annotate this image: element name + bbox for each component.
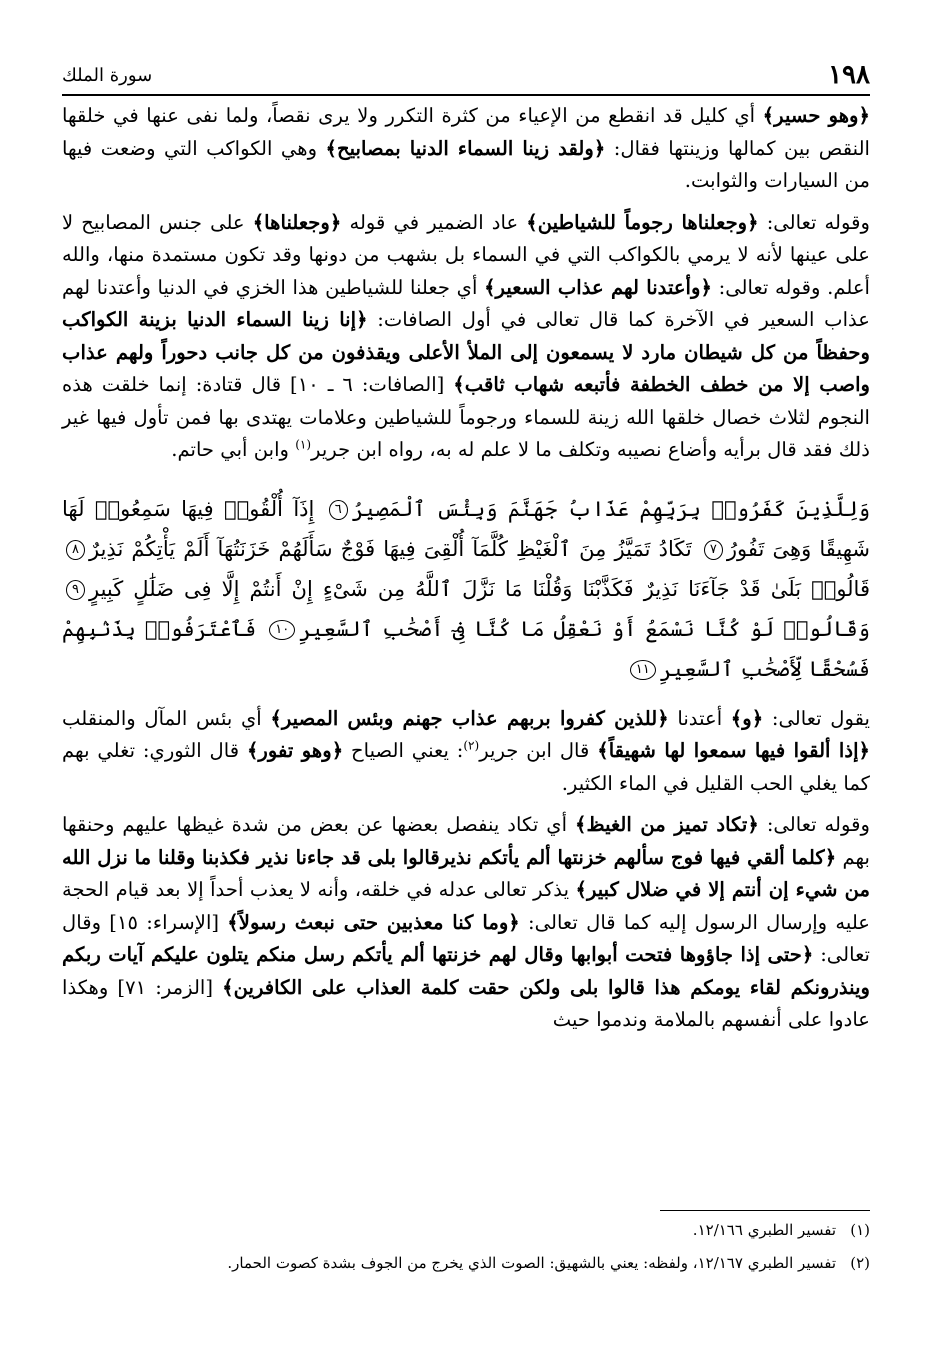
verse-number-marker: ١٠ bbox=[269, 620, 295, 640]
commentary-after-verses bbox=[62, 703, 870, 1037]
footnotes bbox=[62, 1210, 870, 1277]
verse-number-marker: ١١ bbox=[630, 660, 656, 680]
quoted-verse: ﴿ولقد زينا السماء الدنيا بمصابيح﴾ bbox=[325, 136, 606, 160]
footnote-text: تفسير الطبري ١٢/١٦٦. bbox=[692, 1221, 836, 1239]
verse-number-marker: ٦ bbox=[329, 500, 348, 520]
quoted-verse: ﴿وهو تفور﴾ bbox=[246, 739, 344, 762]
commentary-paragraph bbox=[62, 703, 870, 801]
verse-text: قَالُوا۟ بَلَىٰ قَدْ جَآءَنَا نَذِيرٌ فَكَذَّبْنَا وَقُلْنَا مَا نَزَّلَ ٱللَّهُ مِن شَىْءٍ إِنْ أَنتُمْ إِلَّا فِى ضَلَٰلٍ كَبِيرٍ bbox=[88, 576, 870, 601]
quoted-verse: ﴿وجعلناها﴾ bbox=[252, 210, 342, 234]
commentary-text: عاد الضمير في قوله bbox=[341, 210, 527, 234]
verse-number-marker: ٧ bbox=[704, 540, 723, 560]
verse-text: إِذَآ أُلْقُوا۟ فِيهَا سَمِعُوا۟ لَهَا شَهِيقًا وَهِىَ تَفُورُ bbox=[62, 496, 870, 561]
verse-text: تَكَادُ تَمَيَّزُ مِنَ ٱلْغَيْظِ كُلَّمَآ أُلْقِىَ فِيهَا فَوْجٌ سَأَلَهُمْ خَزَنَتُهَآ أَلَمْ يَأْتِكُمْ نَذِيرٌ bbox=[88, 536, 692, 561]
commentary-before-verses bbox=[62, 100, 870, 467]
footnote-number: (٢) bbox=[850, 1254, 870, 1272]
quoted-verse: ﴿حتى إذا جاؤوها فتحت أبوابها وقال لهم خزنتها ألم يأتكم رسل منكم يتلون عليكم آيات ربكم وينذرونكم لقاء يومكم هذا قالوا بلى ولكن حقت كلمة العذاب على الكافرين﴾ bbox=[62, 943, 870, 999]
commentary-text: أي كليل قد انقطع من الإعياء من كثرة التكرر ولا يرى نقصاً، ولما نفى عنها في خلقها النقص بين كمالها وزينتها فقال: bbox=[62, 104, 870, 160]
commentary-text: : يعني الصياح bbox=[343, 739, 464, 762]
quoted-verse: ﴿و﴾ bbox=[730, 706, 764, 730]
page-number: ١٩٨ bbox=[828, 60, 870, 90]
commentary-text: يقول تعالى: bbox=[763, 706, 870, 730]
commentary-text: قال ابن جرير bbox=[479, 739, 598, 762]
commentary-text: وقوله تعالى: bbox=[758, 813, 870, 836]
footnote-divider bbox=[660, 1210, 870, 1211]
surah-title: سورة الملك bbox=[62, 65, 153, 86]
commentary-text: [الصافات: ٦ ـ ١٠] قال قتادة: إنما خلقت هذه النجوم لثلاث خصال خلقها الله زينة للسماء ورجوماً للشياطين وعلامات يهتدى بها فمن تأول فيها غير ذلك فقد قال برأيه وأضاع نصيبه وتكلف ما لا علم له به، رواه ابن جرير bbox=[62, 373, 870, 461]
commentary-text: أي جعلنا للشياطين هذا الخزي في الدنيا وأعتدنا لهم عذاب السعير في الآخرة كما قال تعالى في أول الصافات: bbox=[62, 275, 870, 331]
page-body bbox=[62, 100, 870, 1037]
commentary-text: وهي الكواكب التي وضعت فيها من السيارات والثوابت. bbox=[62, 136, 870, 192]
verse-number-marker: ٨ bbox=[66, 540, 85, 560]
commentary-text: [الزمر: ٧١] وهكذا عادوا على أنفسهم بالملامة وندموا حيث bbox=[62, 975, 870, 1031]
quoted-verse: ﴿إذا ألقوا فيها سمعوا لها شهيقاً﴾ bbox=[597, 739, 870, 762]
verse-text: وَلِلَّذِينَ كَفَرُوا۟ بِرَبِّهِمْ عَذَابُ جَهَنَّمَ وَبِئْسَ ٱلْمَصِيرُ bbox=[351, 496, 871, 521]
quoted-verse: ﴿تكاد تميز من الغيظ﴾ bbox=[574, 813, 759, 836]
commentary-text: على جنس المصابيح لا على عينها لأنه لا يرمي بالكواكب التي في السماء بل بشهب من دونها وقد تكون مستمدة منها، والله أعلم. وقوله تعالى: bbox=[62, 210, 870, 299]
commentary-paragraph bbox=[62, 207, 870, 467]
commentary-paragraph bbox=[62, 809, 870, 1037]
commentary-text: أي تكاد ينفصل بعضها عن بعض من شدة غيظها عليهم وحنقها بهم bbox=[62, 813, 871, 869]
commentary-text: وقوله تعالى: bbox=[758, 210, 870, 234]
quoted-verse: ﴿وجعلناها رجوماً للشياطين﴾ bbox=[526, 210, 759, 234]
footnote-reference: (٢) bbox=[463, 738, 480, 753]
commentary-text: أي بئس المآل والمنقلب bbox=[62, 706, 271, 730]
verse-text: فَٱعْتَرَفُوا۟ بِذَنۢبِهِمْ فَسُحْقًا لِّأَصْحَٰبِ ٱلسَّعِيرِ bbox=[62, 616, 870, 681]
quran-verses-block bbox=[62, 489, 870, 689]
footnote-text: تفسير الطبري ١٢/١٦٧، ولفظه: يعني بالشهيق: الصوت الذي يخرج من الجوف بشدة كصوت الحمار. bbox=[227, 1254, 836, 1272]
footnote-item bbox=[62, 1217, 870, 1244]
commentary-text: يذكر تعالى عدله في خلقه، وأنه لا يعذب أحداً إلا بعد قيام الحجة عليه وإرسال الرسول إليه كما قال تعالى: bbox=[62, 878, 870, 934]
footnote-reference: (١) bbox=[295, 437, 312, 452]
footnote-list bbox=[62, 1217, 870, 1277]
quoted-verse: ﴿وهو حسير﴾ bbox=[762, 104, 871, 127]
commentary-paragraph bbox=[62, 100, 870, 198]
footnote-item bbox=[62, 1250, 870, 1277]
verse-text: وَقَالُوا۟ لَوْ كُنَّا نَسْمَعُ أَوْ نَعْقِلُ مَا كُنَّا فِىٓ أَصْحَٰبِ ٱلسَّعِيرِ bbox=[299, 616, 870, 641]
header-divider bbox=[62, 94, 870, 96]
quoted-verse: ﴿للذين كفروا بربهم عذاب جهنم وبئس المصير﴾ bbox=[270, 706, 669, 730]
quoted-verse: ﴿كلما ألقي فيها فوج سألهم خزنتها ألم يأتكم نذيرقالوا بلى قد جاءنا نذير فكذبنا وقلنا ما نزل الله من شيء إن أنتم إلا في ضلال كبير﴾ bbox=[62, 845, 870, 901]
verse-number-marker: ٩ bbox=[66, 580, 85, 600]
footnote-number: (١) bbox=[850, 1221, 870, 1239]
commentary-text: قال الثوري: تغلي بهم كما يغلي الحب القليل في الماء الكثير. bbox=[62, 739, 870, 795]
quoted-verse: ﴿وما كنا معذبين حتى نبعث رسولاً﴾ bbox=[227, 910, 520, 934]
commentary-text: [الإسراء: ١٥] وقال تعالى: bbox=[62, 910, 870, 966]
quoted-verse: ﴿وأعتدنا لهم عذاب السعير﴾ bbox=[484, 275, 712, 299]
commentary-text: وابن أبي حاتم. bbox=[171, 438, 296, 461]
commentary-text: أعتدنا bbox=[668, 706, 731, 730]
quoted-verse: ﴿إنا زينا السماء الدنيا بزينة الكواكب وحفظاً من كل شيطان مارد لا يسمعون إلى الملأ الأعلى ويقذفون من كل جانب دحوراً ولهم عذاب واصب إلا من خطف الخطفة فأتبعه شهاب ثاقب﴾ bbox=[62, 308, 870, 396]
page-header bbox=[62, 60, 870, 96]
